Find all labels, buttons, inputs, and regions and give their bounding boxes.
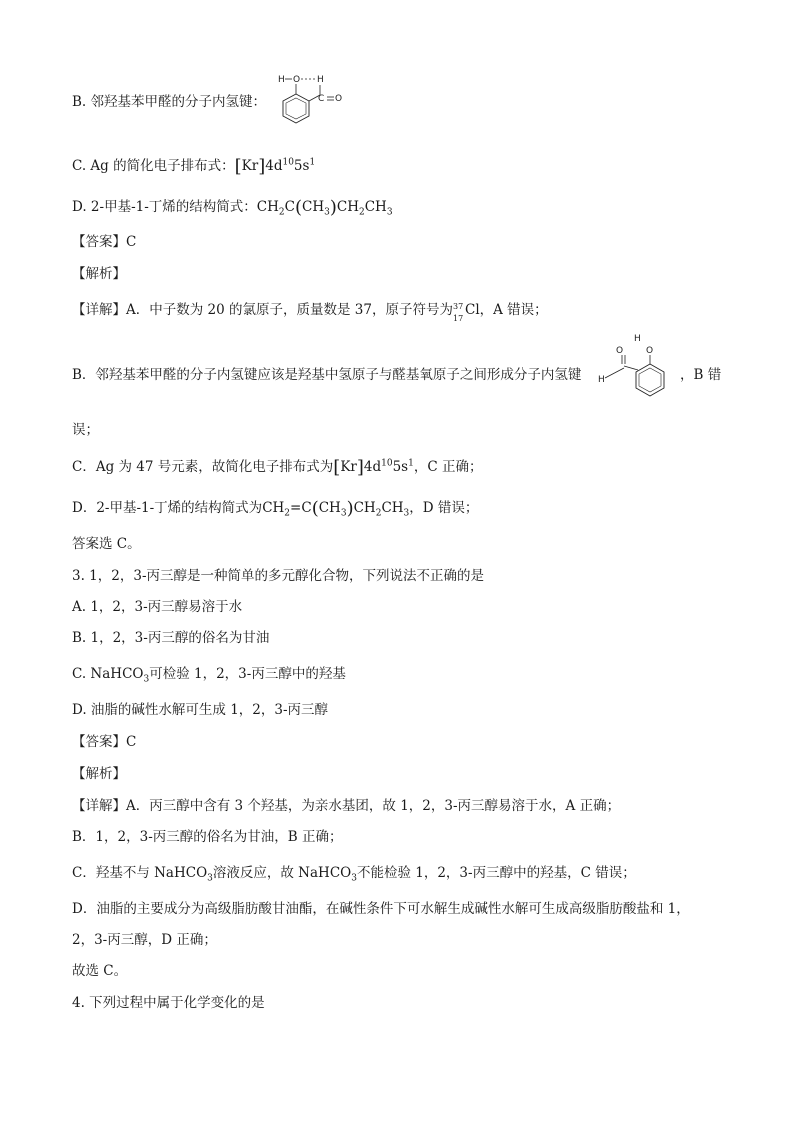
- detail-b-post: ，B 错: [680, 367, 722, 383]
- molecule-structure-2: [598, 330, 678, 414]
- question-3-option-c: C. NaHCO$_3$可检验 1，2，3-丙三醇中的羟基: [72, 666, 346, 685]
- svg-text:H: H: [278, 75, 285, 85]
- detail-3-d-cont: 2，3-丙三醇，D 正确；: [72, 932, 217, 948]
- option-c: C. Ag 的简化电子排布式：$[Kr]4d^{10}5s^1$: [72, 156, 316, 177]
- detail-a: 【详解】A．中子数为 20 的氯原子，质量数是 37，原子符号为 37 17 Cl，A 错误；: [72, 302, 548, 323]
- option-b-text: B. 邻羟基苯甲醛的分子内氢键：: [72, 94, 267, 110]
- svg-text:O: O: [335, 94, 343, 104]
- molecule-structure-1: [272, 70, 362, 136]
- option-d: D. 2-甲基-1-丁烯的结构简式：$CH_2C(CH_3)CH_2CH_3$: [72, 197, 393, 218]
- analysis-2: 【解析】: [72, 766, 126, 782]
- svg-text:O: O: [293, 75, 301, 85]
- question-4: 4. 下列过程中属于化学变化的是: [72, 995, 265, 1011]
- conclusion-1: 答案选 C。: [72, 536, 141, 552]
- svg-text:O: O: [646, 346, 654, 356]
- question-3-option-b: B. 1，2，3-丙三醇的俗名为甘油: [72, 630, 270, 646]
- option-b: [72, 92, 266, 112]
- detail-b-cont: 误；: [72, 422, 99, 438]
- detail-b: B．邻羟基苯甲醛的分子内氢键应该是羟基中氢原子与醛基氧原子之间形成分子内氢键: [72, 367, 582, 383]
- detail-3-a: 【详解】A．丙三醇中含有 3 个羟基，为亲水基团，故 1，2，3-丙三醇易溶于水，A 正确；: [72, 798, 621, 814]
- svg-text:C: C: [318, 94, 325, 104]
- detail-d: D．2-甲基-1-丁烯的结构简式为$CH_2=C(CH_3)CH_2CH_3$，D 错误；: [72, 498, 479, 519]
- conclusion-2: 故选 C。: [72, 963, 128, 979]
- svg-text:H: H: [634, 334, 641, 344]
- svg-text:H: H: [598, 375, 605, 385]
- svg-text:H: H: [317, 75, 324, 85]
- detail-3-d: D．油脂的主要成分为高级脂肪酸甘油酯，在碱性条件下可水解生成碱性水解可生成高级脂肪酸盐和 1，: [72, 901, 690, 917]
- answer-2: 【答案】C: [72, 734, 137, 750]
- answer-1: 【答案】C: [72, 234, 137, 250]
- question-3: 3. 1，2，3-丙三醇是一种简单的多元醇化合物，下列说法不正确的是: [72, 568, 484, 584]
- detail-3-c: C．羟基不与 NaHCO$_3$溶液反应，故 NaHCO$_3$不能检验 1，2，3-丙三醇中的羟基，C 错误；: [72, 865, 636, 884]
- analysis-1: 【解析】: [72, 266, 126, 282]
- question-3-option-a: A. 1，2，3-丙三醇易溶于水: [72, 599, 243, 615]
- question-3-option-d: D. 油脂的碱性水解可生成 1，2，3-丙三醇: [72, 702, 329, 718]
- detail-c: C．Ag 为 47 号元素，故简化电子排布式为$[Kr]4d^{10}5s^1$，C 正确；: [72, 457, 483, 478]
- svg-text:O: O: [616, 346, 624, 356]
- detail-3-b: B．1，2，3-丙三醇的俗名为甘油，B 正确；: [72, 829, 343, 845]
